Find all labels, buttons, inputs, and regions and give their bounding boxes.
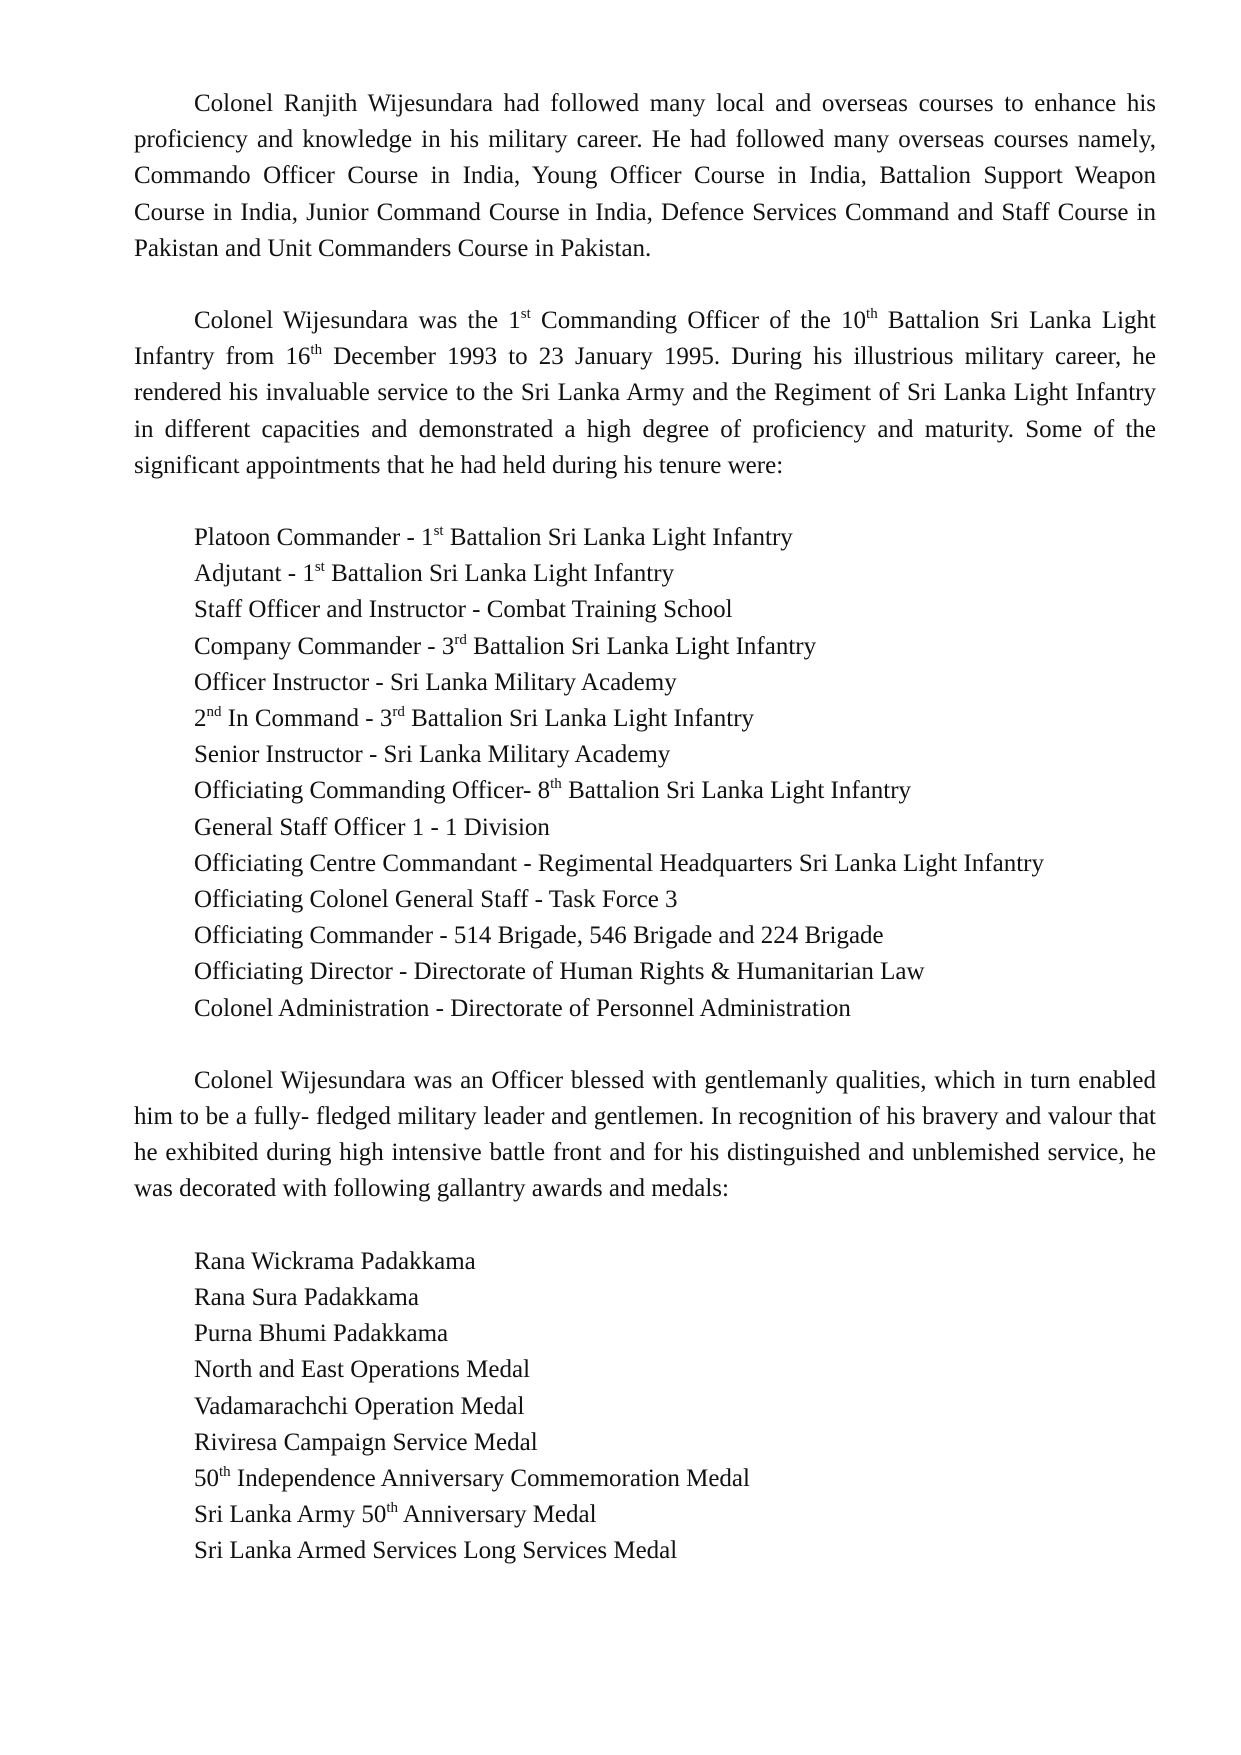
paragraph-service [134, 303, 1156, 484]
item-text: Riviresa Campaign Service Medal [194, 1428, 538, 1456]
appointment-item [194, 810, 1156, 846]
item-text: Rana Wickrama Padakkama [194, 1247, 476, 1275]
appointment-item [194, 701, 1156, 737]
item-text: Independence Anniversary Commemoration Medal [230, 1464, 750, 1492]
item-text: Company Commander - 3 [194, 632, 455, 660]
item-text: Battalion Sri Lanka Light Infantry [324, 560, 675, 588]
item-text: Officer Instructor - Sri Lanka Military Academy [194, 668, 677, 696]
superscript: th [866, 306, 878, 323]
medal-item [194, 1352, 1156, 1388]
medal-item [194, 1316, 1156, 1352]
appointment-item [194, 882, 1156, 918]
item-text: In Command - 3 [221, 705, 393, 733]
superscript: th [550, 776, 562, 793]
medal-item [194, 1425, 1156, 1461]
item-text: Battalion Sri Lanka Light Infantry [443, 524, 793, 552]
medal-item [194, 1389, 1156, 1425]
item-text: Officiating Commanding Officer- 8 [194, 777, 551, 805]
superscript: st [314, 559, 325, 576]
superscript: st [433, 523, 444, 540]
item-text: General Staff Officer 1 - 1 Division [194, 813, 550, 841]
paragraph-qualities: Colonel Wijesundara was an Officer blessed with gentlemanly qualities, which in turn enabled him to be a fully- fledged military leader and gentlemen. In recognition of his bravery and valour that he exhibited during high intensive battle front and for his distinguished and unblemished service, he was decorated with following gallantry awards and medals: [134, 1066, 1156, 1203]
superscript: st [520, 306, 531, 323]
item-text: Senior Instructor - Sri Lanka Military Academy [194, 741, 671, 769]
appointment-item [194, 773, 1156, 809]
item-text: Battalion Sri Lanka Light Infantry [466, 632, 817, 660]
item-text: Adjutant - 1 [194, 560, 315, 588]
appointments-list [134, 520, 1156, 1027]
superscript: th [219, 1463, 231, 1480]
item-text: Officiating Centre Commandant - Regimental Headquarters Sri Lanka Light Infantry [194, 849, 1044, 877]
appointment-item [194, 592, 1156, 628]
appointment-item [194, 737, 1156, 773]
item-text: 2 [194, 705, 207, 733]
item-text: 50 [194, 1464, 219, 1492]
appointment-item [194, 918, 1156, 954]
document-page [134, 86, 1156, 1570]
paragraph-courses: Colonel Ranjith Wijesundara had followed many local and overseas courses to enhance his proficiency and knowledge in his military career. He had followed many overseas courses namely, Commando Officer Course in India, Young Officer Course in India, Battalion Support Weapon Course in India, Junior Command Course in India, Defence Services Command and Staff Course in Pakistan and Unit Commanders Course in Pakistan. [134, 90, 1156, 262]
medal-item [194, 1533, 1156, 1569]
item-text: Colonel Administration - Directorate of Personnel Administration [194, 994, 851, 1022]
appointment-item [194, 846, 1156, 882]
superscript: nd [206, 704, 222, 721]
item-text: Staff Officer and Instructor - Combat Training School [194, 596, 733, 624]
item-text: Platoon Commander - 1 [194, 524, 434, 552]
appointment-item [194, 629, 1156, 665]
item-text: Battalion Sri Lanka Light Infantry [404, 705, 755, 733]
appointment-item [194, 991, 1156, 1027]
item-text: Officiating Commander - 514 Brigade, 546 Brigade and 224 Brigade [194, 922, 884, 950]
paragraph-text: December 1993 to 23 January 1995. During his illustrious military career, he rendered his invaluable service to the Sri Lanka Army and the Regiment of Sri Lanka Light Infantry in different capacities and demonstrated a high degree of proficiency and maturity. Some of the significant appointments that he had held during his tenure were: [134, 343, 1156, 479]
paragraph-text: Commanding Officer of the 10 [530, 307, 867, 335]
item-text: Sri Lanka Army 50 [194, 1501, 387, 1529]
item-text: Vadamarachchi Operation Medal [194, 1392, 525, 1420]
superscript: th [386, 1500, 399, 1517]
appointment-item [194, 954, 1156, 990]
appointment-item [194, 520, 1156, 556]
paragraph-text: Battalion Sri Lanka Light Infantry from 16 [134, 307, 1156, 371]
item-text: Officiating Director - Directorate of Human Rights & Humanitarian Law [194, 958, 925, 986]
item-text: Sri Lanka Armed Services Long Services Medal [194, 1537, 678, 1565]
medals-list [134, 1244, 1156, 1570]
superscript: rd [392, 704, 405, 721]
appointment-item [194, 556, 1156, 592]
item-text: Rana Sura Padakkama [194, 1283, 419, 1311]
item-text: Purna Bhumi Padakkama [194, 1320, 449, 1348]
item-text: Anniversary Medal [398, 1501, 597, 1529]
paragraph-text: Colonel Wijesundara was the 1 [194, 307, 521, 335]
medal-item [194, 1244, 1156, 1280]
superscript: th [310, 342, 323, 359]
superscript: rd [454, 631, 467, 648]
medal-item [194, 1461, 1156, 1497]
item-text: North and East Operations Medal [194, 1356, 531, 1384]
appointment-item [194, 665, 1156, 701]
medal-item [194, 1280, 1156, 1316]
item-text: Officiating Colonel General Staff - Task Force 3 [194, 886, 678, 914]
item-text: Battalion Sri Lanka Light Infantry [561, 777, 912, 805]
medal-item [194, 1497, 1156, 1533]
